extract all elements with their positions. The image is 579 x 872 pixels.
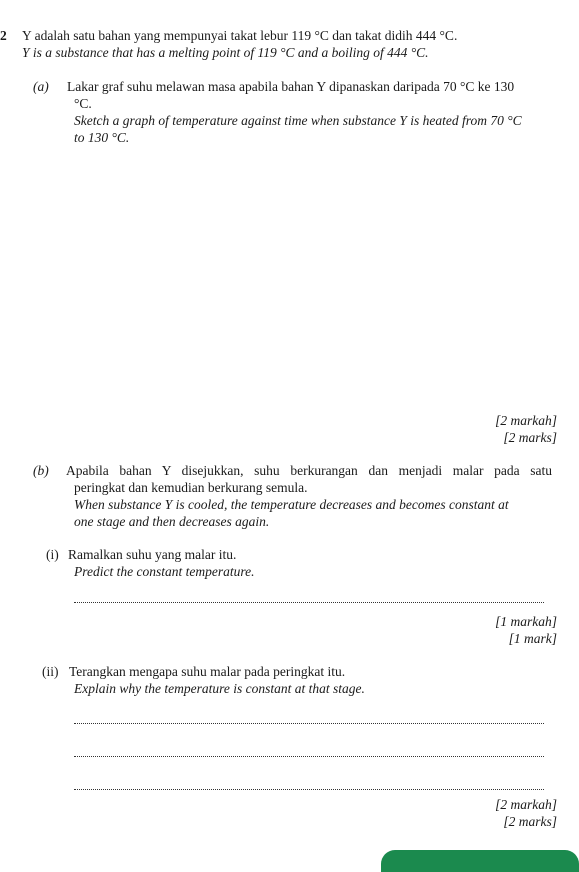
sub-ii-marks-english: [2 marks] [503,814,557,829]
part-a-text-malay-line1: Lakar graf suhu melawan masa apabila bahan Y dipanaskan daripada 70 °C ke 130 [67,79,515,94]
question-intro-english: Y is a substance that has a melting point of 119 °C and a boiling of 444 °C. [22,45,429,60]
part-a-label: (a) [33,79,49,94]
sub-ii-text-english: Explain why the temperature is constant at that stage. [74,681,365,696]
part-b-text-english-line1: When substance Y is cooled, the temperature decreases and becomes constant at [74,497,509,512]
question-intro-malay: Y adalah satu bahan yang mempunyai takat lebur 119 °C dan takat didih 444 °C. [22,28,458,43]
part-a-text-malay-line2: °C. [74,96,92,111]
part-b-text-malay-line1: Apabila bahan Y disejukkan, suhu berkurangan dan menjadi malar pada satu [66,463,552,478]
answer-line-ii-2[interactable] [74,755,544,757]
sub-i-label: (i) [46,547,59,562]
part-b-text-english-line2: one stage and then decreases again. [74,514,270,529]
sub-ii-text-malay: Terangkan mengapa suhu malar pada peringkat itu. [69,664,346,679]
graph-sketch-area[interactable] [74,150,544,405]
answer-line-ii-3[interactable] [74,788,544,790]
part-b-text-malay-line2: peringkat dan kemudian berkurang semula. [74,480,308,495]
sub-i-text-english: Predict the constant temperature. [74,564,255,579]
part-a-marks-english: [2 marks] [503,430,557,445]
sub-i-marks-english: [1 mark] [508,631,557,646]
sub-ii-label: (ii) [42,664,59,679]
answer-line-ii-1[interactable] [74,722,544,724]
part-a-text-english-line2: to 130 °C. [74,130,130,145]
footer-bar [381,850,579,872]
part-a-marks-malay: [2 markah] [495,413,557,428]
sub-i-marks-malay: [1 markah] [495,614,557,629]
sub-i-text-malay: Ramalkan suhu yang malar itu. [68,547,237,562]
part-a-text-english-line1: Sketch a graph of temperature against time when substance Y is heated from 70 °C [74,113,522,128]
answer-line-i[interactable] [74,601,544,603]
question-number: 2 [0,28,7,43]
sub-ii-marks-malay: [2 markah] [495,797,557,812]
part-b-label: (b) [33,463,49,478]
